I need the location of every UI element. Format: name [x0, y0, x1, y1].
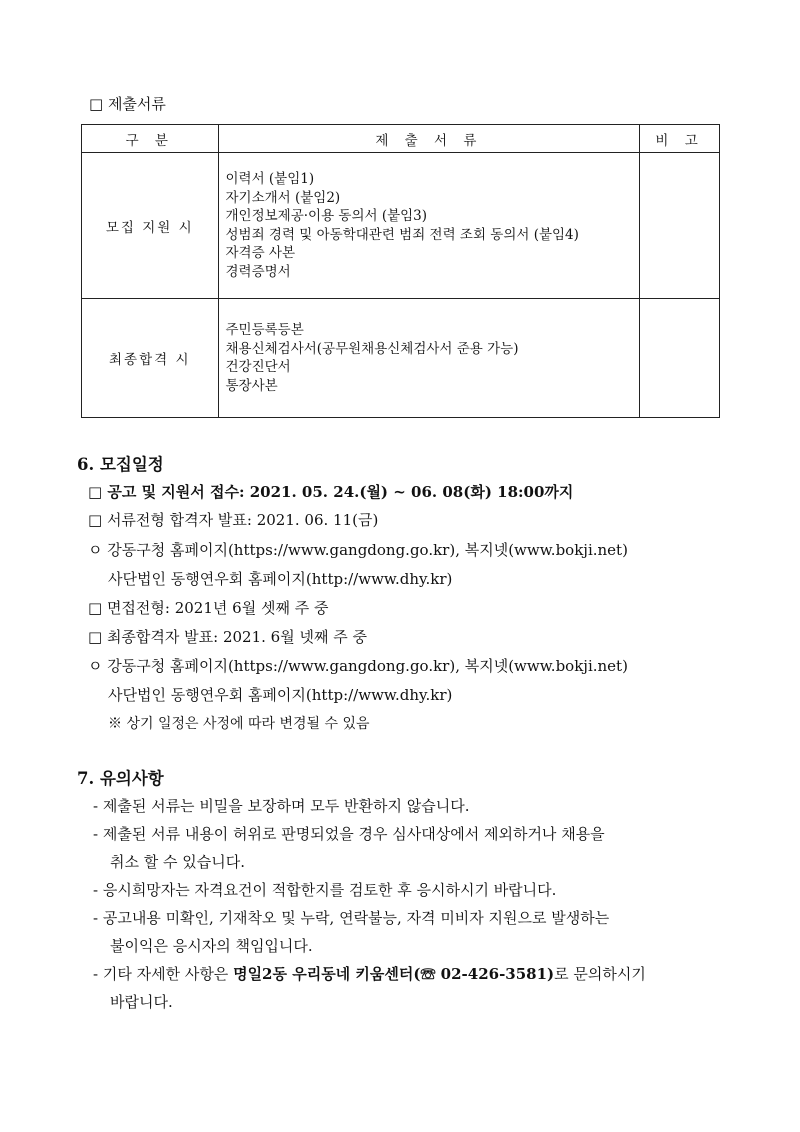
schedule-notice: ※ 상기 일정은 사정에 따라 변경될 수 있음 [108, 716, 370, 732]
column-header-documents: 제 출 서 류 [218, 125, 640, 153]
notes-text: 로 문의하시기 [554, 965, 646, 983]
submission-heading: □ 제출서류 [89, 95, 166, 113]
notes-line: 취소 할 수 있습니다. [110, 853, 245, 871]
schedule-line: ㅇ 강동구청 홈페이지(https://www.gangdong.go.kr), 복지넷(www.bokji.net) [88, 657, 628, 675]
schedule-line: □ 최종합격자 발표: 2021. 6월 넷째 주 중 [88, 628, 367, 646]
row-label: 모집 지원 시 [82, 153, 219, 299]
schedule-line: 사단법인 동행연우회 홈페이지(http://www.dhy.kr) [108, 570, 453, 588]
notes-line: - 응시희망자는 자격요건이 적합한지를 검토한 후 응시하시기 바랍니다. [93, 881, 557, 899]
schedule-line: □ 공고 및 지원서 접수: 2021. 05. 24.(월) ~ 06. 08(화) 18:00까지 [88, 483, 574, 501]
document-list [218, 299, 640, 418]
schedule-line: 사단법인 동행연우회 홈페이지(http://www.dhy.kr) [108, 686, 453, 704]
document-item: 경력증명서 [225, 263, 291, 280]
column-header-category: 구 분 [82, 125, 219, 153]
document-item: 성범죄 경력 및 아동학대관련 범죄 전력 조회 동의서 (붙임4) [225, 226, 579, 243]
notes-line: 바랍니다. [110, 993, 173, 1011]
schedule-line: ㅇ 강동구청 홈페이지(https://www.gangdong.go.kr), 복지넷(www.bokji.net) [88, 541, 628, 559]
schedule-line: □ 서류전형 합격자 발표: 2021. 06. 11(금) [88, 511, 379, 529]
document-item: 채용신체검사서(공무원채용신체검사서 준용 가능) [225, 340, 519, 357]
notes-line: - 제출된 서류 내용이 허위로 판명되었을 경우 심사대상에서 제외하거나 채용을 [93, 825, 605, 843]
notes-title: 7. 유의사항 [77, 769, 164, 788]
document-item: 주민등록등본 [225, 322, 304, 338]
document-item: 통장사본 [225, 377, 278, 394]
table-row [82, 299, 720, 418]
contact-center: 명일2동 우리동네 키움센터(☏ 02-426-3581) [233, 965, 555, 983]
row-note [640, 299, 720, 418]
document-item: 자격증 사본 [225, 245, 295, 261]
document-item: 건강진단서 [225, 359, 291, 375]
notes-text: - 기타 자세한 사항은 [93, 965, 229, 983]
notes-line: 불이익은 응시자의 책임입니다. [110, 937, 313, 955]
notes-line: - 공고내용 미확인, 기재착오 및 누락, 연락불능, 자격 미비자 지원으로 발생하는 [93, 909, 610, 927]
notes-line: - 제출된 서류는 비밀을 보장하며 모두 반환하지 않습니다. [93, 797, 470, 815]
submission-documents-table [81, 124, 720, 418]
document-list [218, 153, 640, 299]
document-item: 자기소개서 (붙임2) [225, 189, 341, 206]
schedule-title: 6. 모집일정 [77, 455, 164, 474]
document-item: 이력서 (붙임1) [225, 171, 315, 187]
row-label: 최종합격 시 [82, 299, 219, 418]
notes-line [93, 963, 646, 984]
table-row [82, 153, 720, 299]
row-note [640, 153, 720, 299]
table-header-row [82, 125, 720, 153]
column-header-remarks: 비 고 [640, 125, 720, 153]
document-item: 개인정보제공·이용 동의서 (붙임3) [225, 208, 428, 224]
schedule-line: □ 면접전형: 2021년 6월 셋째 주 중 [88, 599, 329, 617]
